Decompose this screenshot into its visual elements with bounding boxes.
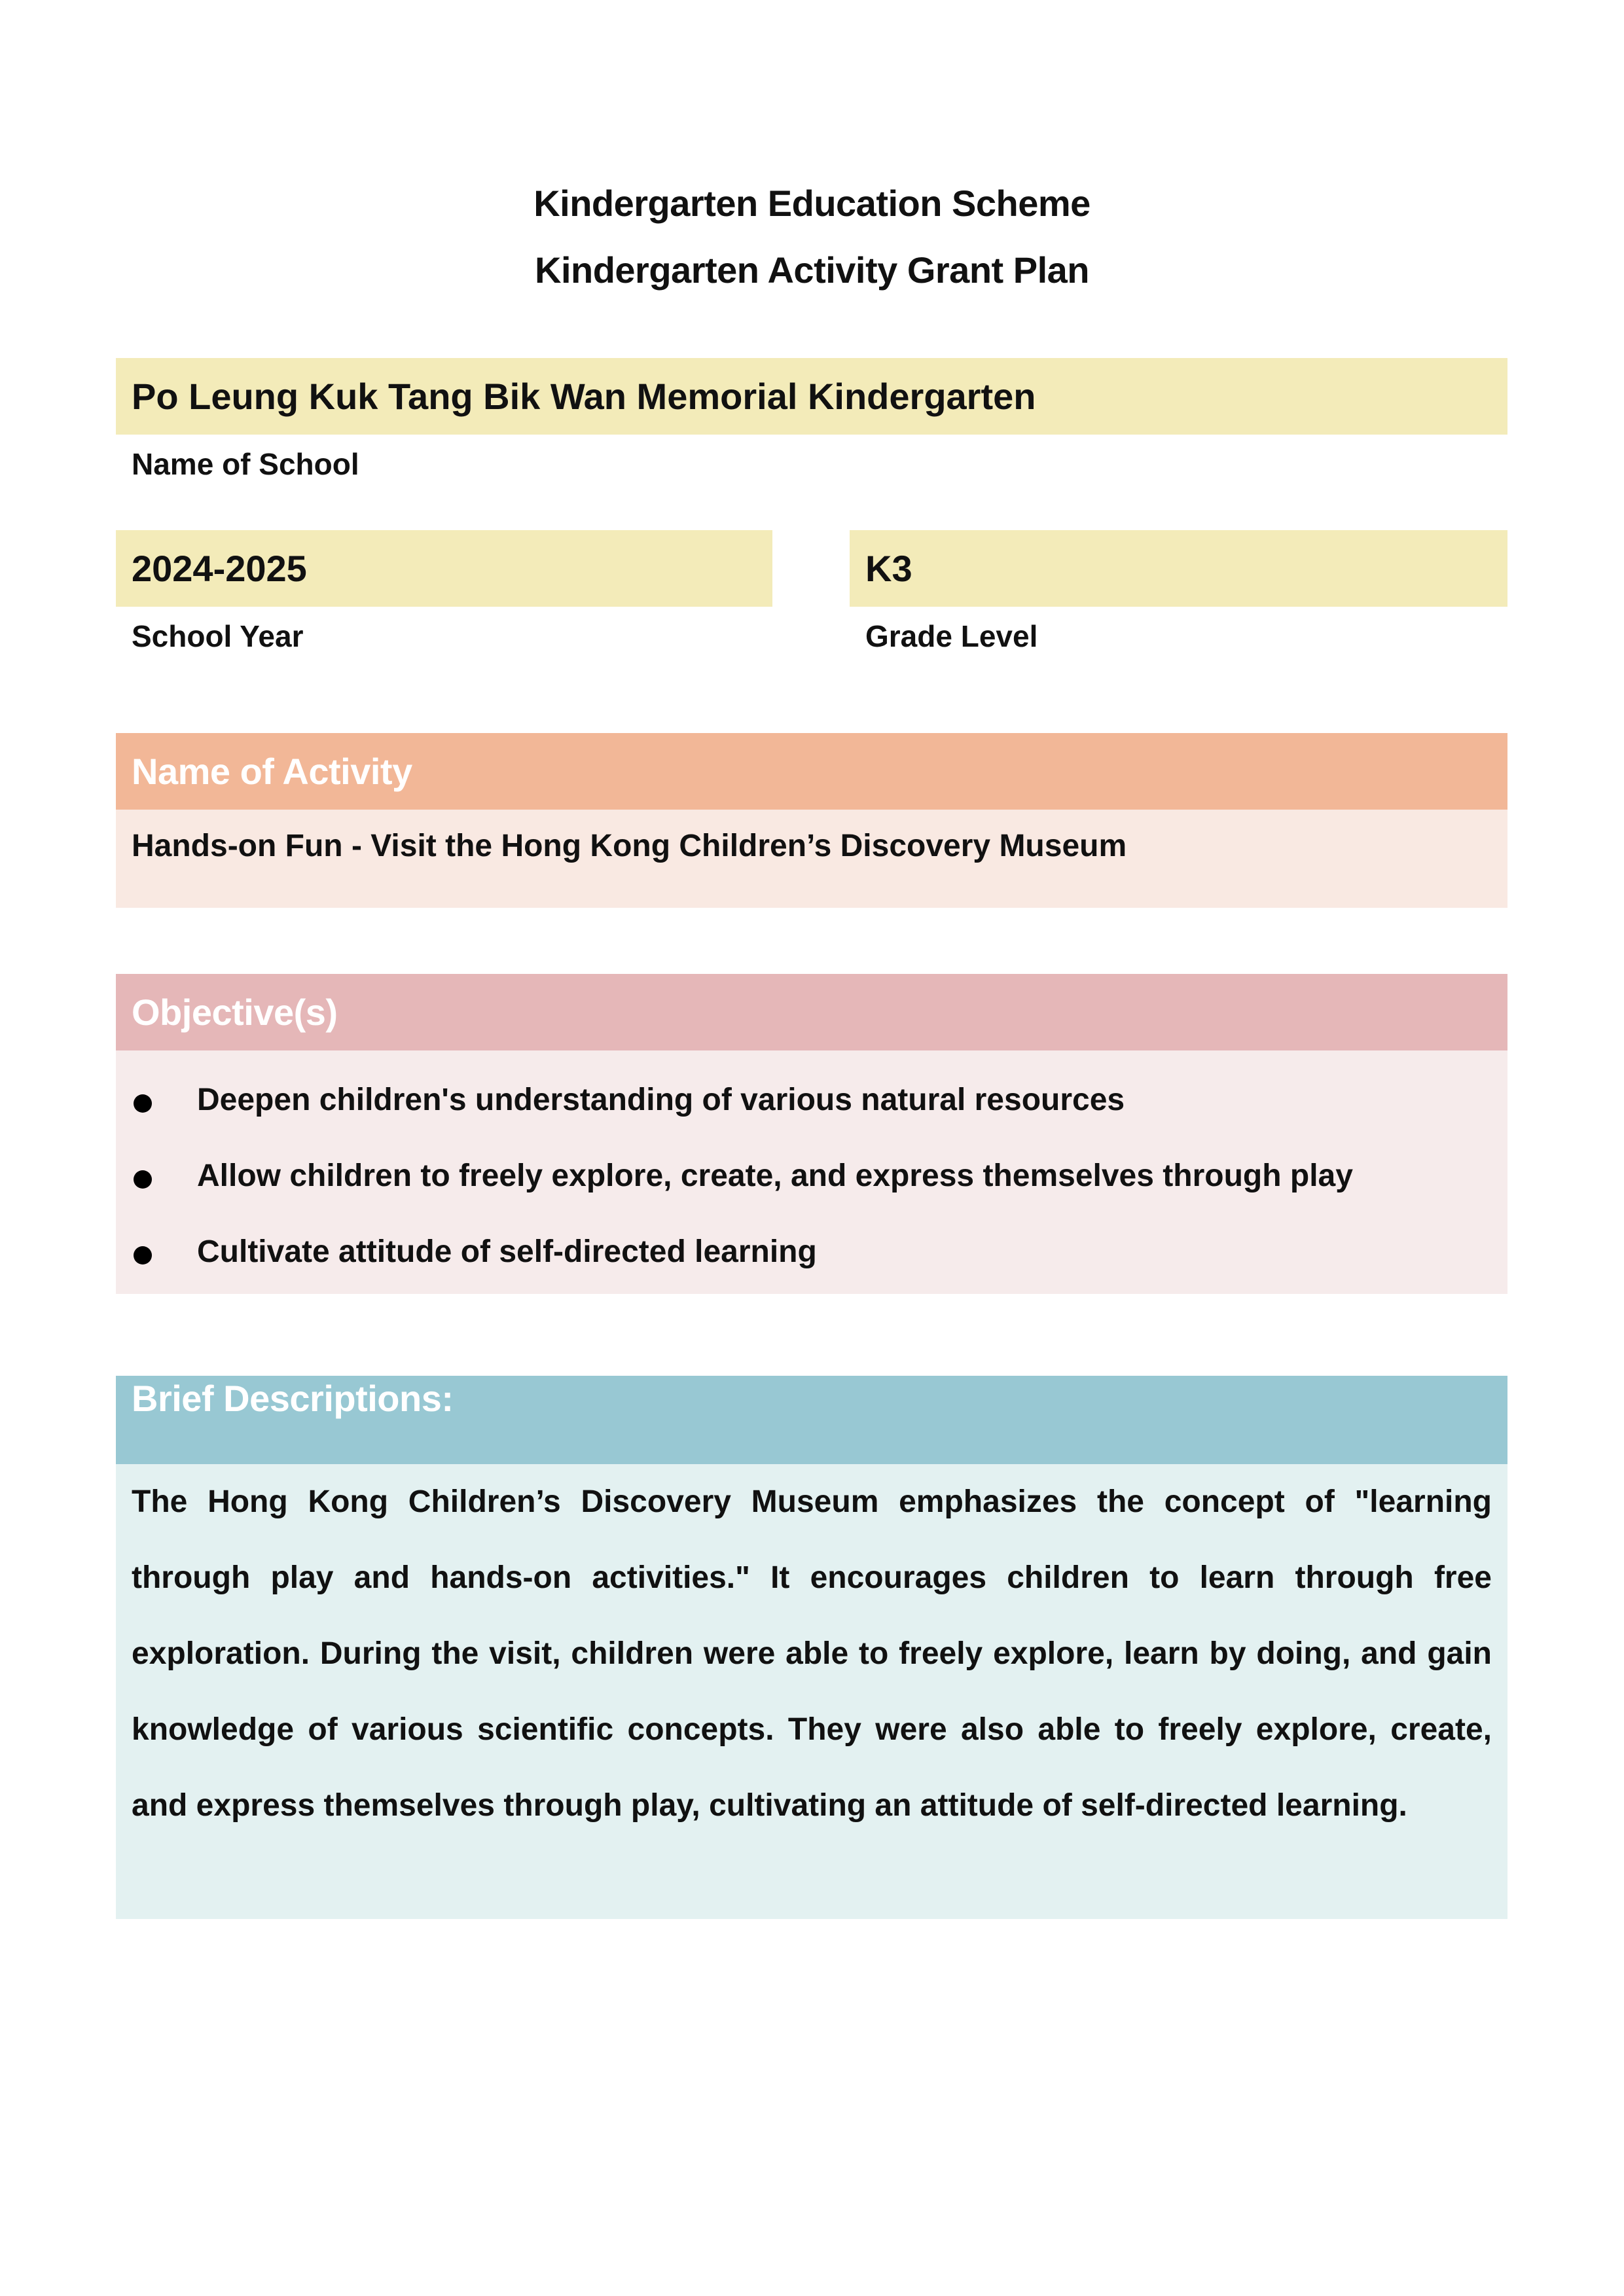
objective-item: [116, 1142, 1507, 1218]
school-year-label: School Year: [132, 619, 304, 653]
document-subtitle: Kindergarten Activity Grant Plan: [535, 249, 1089, 291]
objectives-section-heading: Objective(s): [116, 974, 1507, 1050]
document-title: Kindergarten Education Scheme: [533, 183, 1091, 224]
grade-level-field: K3: [850, 530, 1507, 607]
objective-item: [116, 1066, 1507, 1142]
school-name-label: Name of School: [132, 447, 359, 481]
objective-text: Cultivate attitude of self-directed learning: [197, 1234, 817, 1269]
objective-text: Deepen children's understanding of various natural resources: [197, 1083, 1125, 1117]
activity-name-value: Hands-on Fun - Visit the Hong Kong Children’s Discovery Museum: [116, 810, 1507, 908]
description-section-heading: Brief Descriptions:: [116, 1376, 1507, 1464]
bullet-icon: [134, 1246, 152, 1265]
school-name-field: Po Leung Kuk Tang Bik Wan Memorial Kindergarten: [116, 358, 1507, 435]
activity-section-heading: Name of Activity: [116, 733, 1507, 810]
school-year-field: 2024-2025: [116, 530, 772, 607]
objective-item: [116, 1218, 1507, 1294]
bullet-icon: [134, 1094, 152, 1113]
objective-text: Allow children to freely explore, create, and express themselves through play: [197, 1158, 1353, 1193]
bullet-icon: [134, 1170, 152, 1189]
grade-level-label: Grade Level: [865, 619, 1038, 653]
objectives-list: [116, 1050, 1507, 1294]
description-text: The Hong Kong Children’s Discovery Museum emphasizes the concept of "learning through play and hands-on activities." It encourages children to learn through free exploration. During the visit, children were able to freely explore, learn by doing, and gain knowledge of various scientific concepts. They were also able to freely explore, create, and express themselves through play, cultivating an attitude of self-directed learning.: [116, 1464, 1507, 1919]
